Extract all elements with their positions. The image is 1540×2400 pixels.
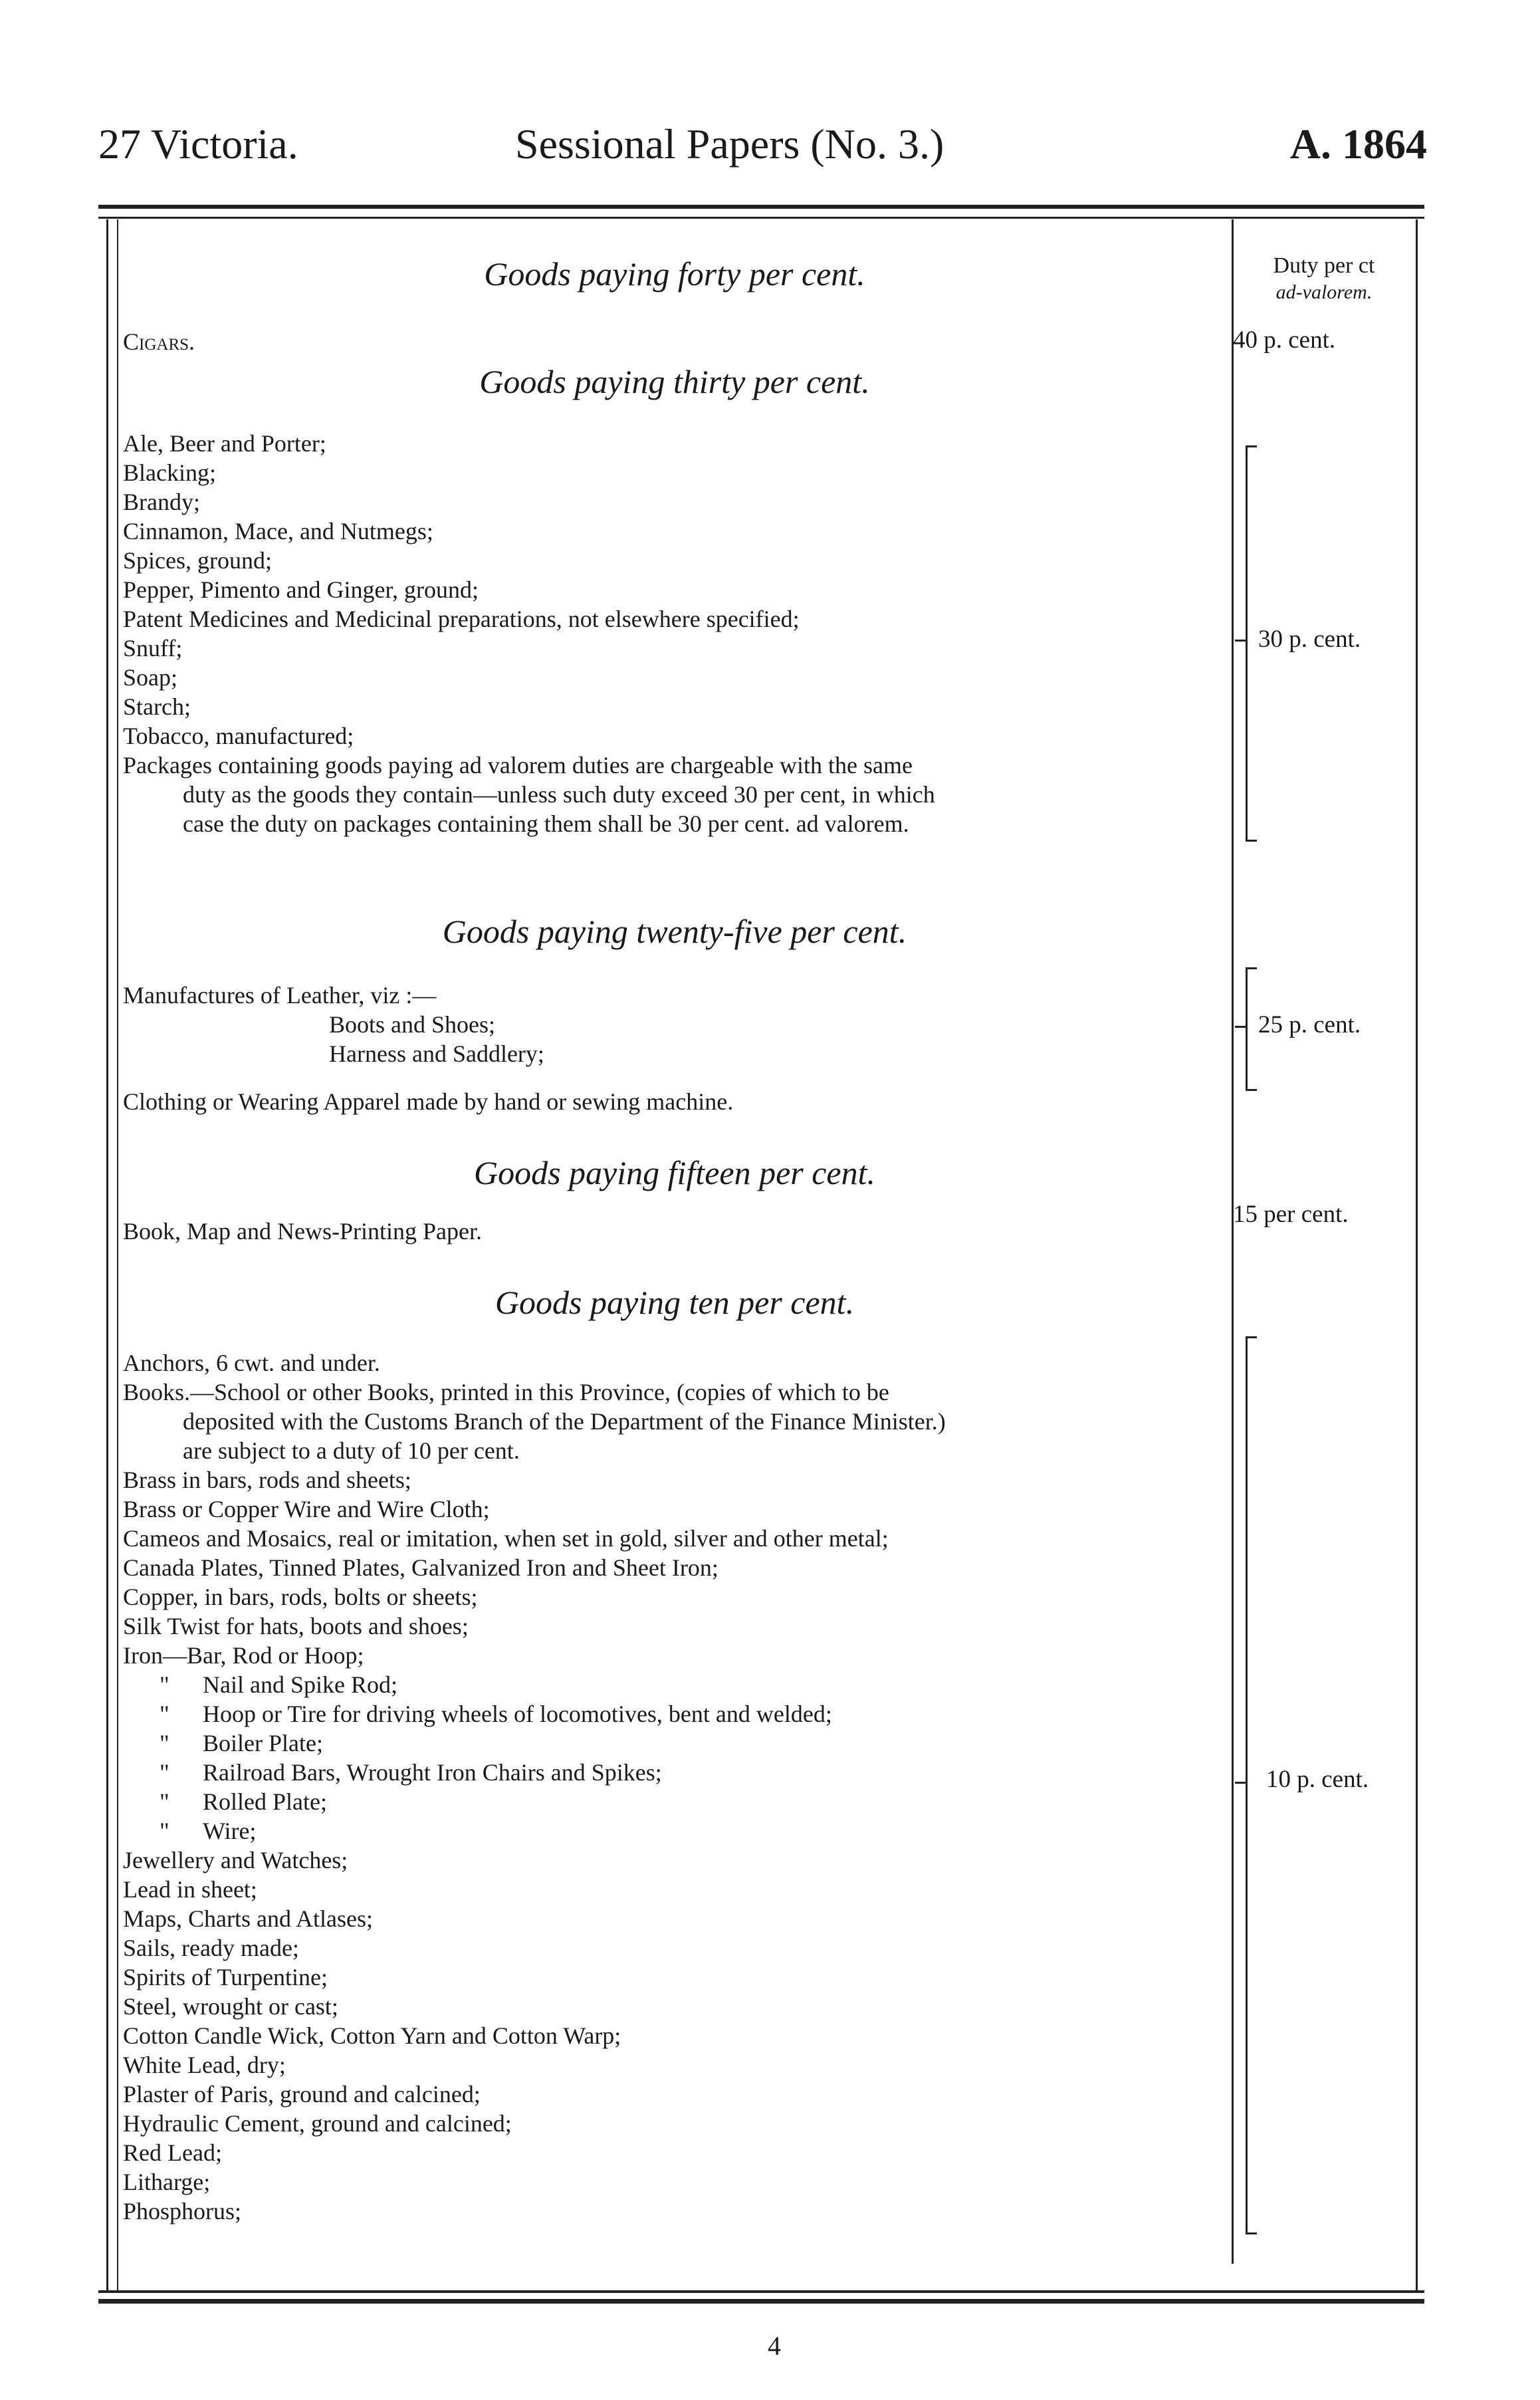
left-border-outer: [106, 219, 108, 2290]
list-item: Red Lead;: [123, 2139, 222, 2166]
ditto-mark: ": [160, 1730, 169, 1756]
list-item-text: Boiler Plate;: [203, 1730, 323, 1756]
list-item: Spices, ground;: [123, 547, 272, 574]
list-item: Maps, Charts and Atlases;: [123, 1905, 373, 1932]
bottom-rule-thick: [98, 2299, 1424, 2304]
list-item: Starch;: [123, 693, 191, 720]
running-header-left: 27 Victoria.: [98, 120, 298, 168]
rate-ten: 10 p. cent.: [1266, 1766, 1369, 1793]
packages-line-1: Packages containing goods paying ad valorem duties are chargeable with the same: [123, 752, 913, 779]
list-item: Snuff;: [123, 635, 183, 661]
brace-tip-thirty: [1235, 640, 1246, 642]
duty-column-header: [1238, 253, 1410, 306]
list-item: Cinnamon, Mace, and Nutmegs;: [123, 518, 433, 544]
list-item: Boots and Shoes;: [329, 1011, 496, 1038]
list-item-text: Rolled Plate;: [203, 1788, 327, 1815]
ditto-mark: ": [160, 1671, 169, 1698]
list-item: Sails, ready made;: [123, 1935, 299, 1961]
section-title-ten: Goods paying ten per cent.: [495, 1284, 855, 1321]
bottom-rule-thin: [98, 2290, 1424, 2293]
list-item: Hydraulic Cement, ground and calcined;: [123, 2110, 512, 2137]
list-item: [123, 1787, 1226, 1816]
ditto-mark: ": [160, 1818, 169, 1844]
rate-thirty: 30 p. cent.: [1258, 626, 1361, 653]
leather-intro: Manufactures of Leather, viz :—: [123, 982, 437, 1009]
brace-thirty: [1246, 445, 1257, 842]
list-item-text: Railroad Bars, Wrought Iron Chairs and Spikes;: [203, 1759, 662, 1786]
list-item: White Lead, dry;: [123, 2052, 286, 2078]
running-header-right: A. 1864: [1289, 120, 1427, 168]
ditto-mark: ": [160, 1788, 169, 1815]
list-item: Canada Plates, Tinned Plates, Galvanized Iron and Sheet Iron;: [123, 1554, 718, 1581]
list-item: Brass in bars, rods and sheets;: [123, 1467, 411, 1493]
section-ten-items: [123, 1348, 1226, 2226]
books-line-3: are subject to a duty of 10 per cent.: [183, 1437, 520, 1464]
duty-column-header-line2: ad-valorem.: [1275, 281, 1373, 303]
list-item: Spirits of Turpentine;: [123, 1964, 328, 1990]
list-item: Copper, in bars, rods, bolts or sheets;: [123, 1584, 478, 1610]
brace-tip-ten: [1235, 1782, 1246, 1784]
list-item: Silk Twist for hats, boots and shoes;: [123, 1613, 469, 1639]
list-item: Blacking;: [123, 459, 216, 486]
list-item: Plaster of Paris, ground and calcined;: [123, 2081, 481, 2107]
list-item: [123, 1816, 1226, 1846]
list-item: Steel, wrought or cast;: [123, 1993, 338, 2020]
ditto-mark: ": [160, 1759, 169, 1786]
list-item: [123, 1729, 1226, 1758]
section-twentyfive-items: [123, 981, 1226, 1116]
list-item: Jewellery and Watches;: [123, 1847, 348, 1873]
section-thirty-items: [123, 429, 1226, 838]
list-item: Patent Medicines and Medicinal preparations, not elsewhere specified;: [123, 606, 800, 632]
running-header-center: Sessional Papers (No. 3.): [515, 120, 944, 168]
duty-column-header-line1: Duty per ct: [1273, 253, 1375, 278]
top-rule-thick: [98, 205, 1424, 209]
rate-fifteen: 15 per cent.: [1233, 1201, 1349, 1228]
list-item: Pepper, Pimento and Ginger, ground;: [123, 576, 479, 603]
list-item: Lead in sheet;: [123, 1876, 257, 1903]
section-title-fifteen: Goods paying fifteen per cent.: [473, 1154, 876, 1191]
list-item: Brandy;: [123, 489, 200, 515]
list-item: Iron—Bar, Rod or Hoop;: [123, 1642, 364, 1669]
rate-forty: 40 p. cent.: [1233, 326, 1336, 354]
section-title-forty: Goods paying forty per cent.: [484, 255, 865, 293]
brace-ten: [1246, 1336, 1257, 2234]
list-item: Cotton Candle Wick, Cotton Yarn and Cotton Warp;: [123, 2022, 621, 2049]
top-rule-thin: [98, 217, 1424, 219]
books-line-1: Books.—School or other Books, printed in this Province, (copies of which to be: [123, 1379, 889, 1405]
left-border-inner: [117, 219, 118, 2290]
list-item: Brass or Copper Wire and Wire Cloth;: [123, 1496, 490, 1522]
item-cigars: Cigars.: [123, 328, 195, 355]
section-title-twentyfive: Goods paying twenty-five per cent.: [442, 913, 907, 950]
rate-twentyfive: 25 p. cent.: [1258, 1011, 1361, 1038]
list-item: [123, 1758, 1226, 1787]
list-item-text: Wire;: [203, 1818, 257, 1844]
list-item: [123, 1699, 1226, 1729]
brace-tip-twentyfive: [1235, 1026, 1246, 1028]
list-item: Ale, Beer and Porter;: [123, 430, 326, 457]
list-item: Cameos and Mosaics, real or imitation, when set in gold, silver and other metal;: [123, 1525, 889, 1552]
list-item-text: Hoop or Tire for driving wheels of locomotives, bent and welded;: [203, 1701, 832, 1727]
list-item: [123, 1670, 1226, 1699]
list-item: Litharge;: [123, 2169, 211, 2195]
list-item: Anchors, 6 cwt. and under.: [123, 1350, 380, 1376]
right-border: [1416, 219, 1418, 2290]
section-title-thirty: Goods paying thirty per cent.: [479, 363, 870, 400]
list-item-text: Nail and Spike Rod;: [203, 1671, 397, 1698]
brace-twentyfive: [1246, 967, 1257, 1091]
list-item: Book, Map and News-Printing Paper.: [123, 1218, 482, 1245]
list-item: Harness and Saddlery;: [329, 1040, 544, 1067]
list-item: Soap;: [123, 664, 178, 691]
list-item: Phosphorus;: [123, 2198, 242, 2224]
packages-line-2: duty as the goods they contain—unless such duty exceed 30 per cent, in which: [183, 781, 935, 808]
column-divider: [1232, 219, 1234, 2264]
books-line-2: deposited with the Customs Branch of the Department of the Finance Minister.): [183, 1408, 946, 1435]
page-number: 4: [768, 2331, 781, 2361]
clothing-item: Clothing or Wearing Apparel made by hand or sewing machine.: [123, 1088, 734, 1115]
ditto-mark: ": [160, 1701, 169, 1727]
list-item: Tobacco, manufactured;: [123, 723, 354, 749]
section-forty-items: [123, 327, 1226, 356]
section-fifteen-items: [123, 1217, 1226, 1246]
packages-line-3: case the duty on packages containing them shall be 30 per cent. ad valorem.: [183, 810, 909, 837]
